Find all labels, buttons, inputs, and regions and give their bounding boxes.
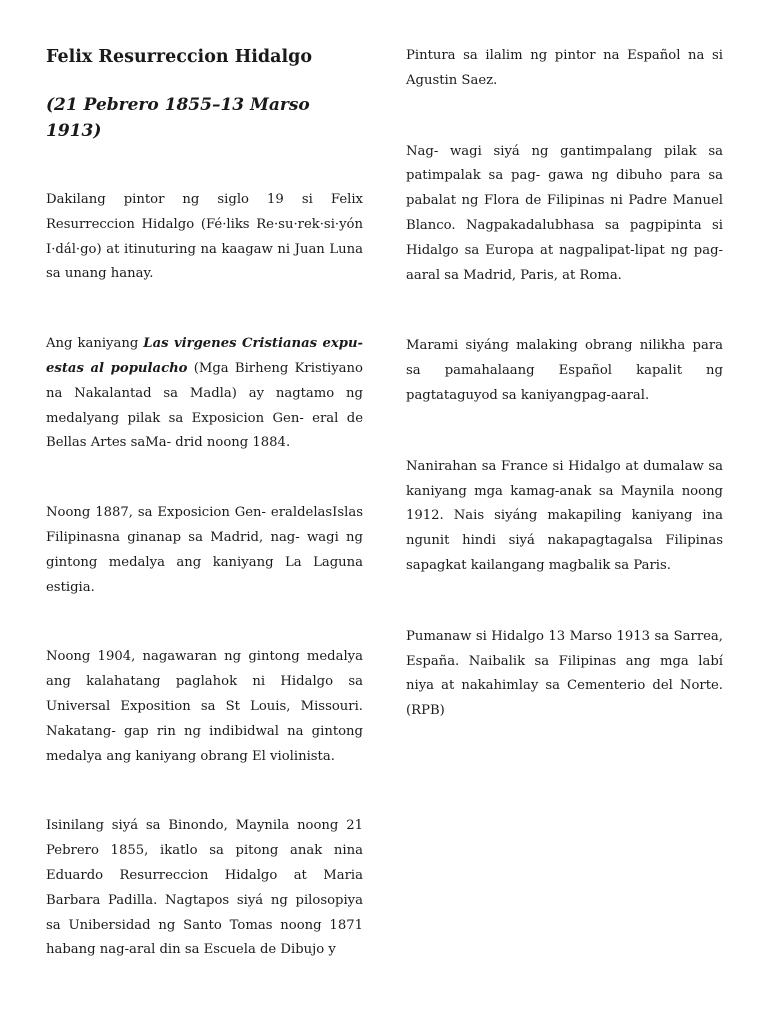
artwork-title-emphasis: Las virgenes Cristianas expu- estas al populacho: [46, 336, 364, 376]
paragraph-intro: Dakilang pintor ng siglo 19 si Felix Resurreccion Hidalgo (Fé·liks Re·su·rek·si·yón I·dál·go) at itinuturing na kaagaw ni Juan Luna sa unang hanay.: [46, 192, 363, 282]
paragraph-text: Ang kaniyang: [46, 336, 144, 352]
left-column: [46, 44, 363, 1008]
paragraph-death: Pumanaw si Hidalgo 13 Marso 1913 sa Sarrea, España. Naibalik sa Filipinas ang mga labí niya at nakahimlay sa Cementerio del Norte.(RPB): [406, 628, 723, 719]
paragraph-text: (Mga Birheng Kristiyano na Nakalantad sa Madla) ay nagtamo ng medalyang pilak sa Exposicion Gen- eral de Bellas Artes saMa- drid noong 1884.: [46, 360, 363, 451]
paragraph-1887: Noong 1887, sa Exposicion Gen- eraldelasIslas Filipinasna ginanap sa Madrid, nag- wagi ng gintong medalya ang kaniyang La Laguna estigia.: [46, 505, 363, 595]
paragraph-birth: Isinilang siyá sa Binondo, Maynila noong 21 Pebrero 1855, ikatlo sa pitong anak nina Eduardo Resurreccion Hidalgo at Maria Barbara Padilla. Nagtapos siyá ng pilosopiya sa Unibersidad ng Santo Tomas noong 1871 habang nag-aral din sa Escuela de Dibujo y: [46, 818, 363, 958]
paragraph-las-virgenes: [46, 332, 363, 456]
right-column: [406, 44, 723, 770]
life-dates: (21 Pebrero 1855–13 Marso 1913): [46, 95, 310, 141]
paragraph-continuation: Pintura sa ilalim ng pintor na Español na si Agustin Saez.: [406, 48, 723, 88]
paragraph-france: Nanirahan sa France si Hidalgo at dumalaw sa kaniyang mga kamag-anak sa Maynila noong 1912. Nais siyáng makapiling kaniyang ina ngunit hindi siyá nakapagtagalsa Filipinas sapagkat kailangang magbalik sa Paris.: [406, 458, 723, 573]
paragraph-works: Marami siyáng malaking obrang nilikha para sa pamahalaang Español kapalit ng pagtataguyod sa kaniyangpag-aaral.: [406, 338, 723, 403]
paragraph-flora: Nag- wagi siyá ng gantimpalang pilak sa patimpalak sa pag- gawa ng dibuho para sa pabalat ng Flora de Filipinas ni Padre Manuel Blanco. Nagpakadalubhasa sa pagpipinta si Hidalgo sa Europa at nagpalipat-lipat ng pag- aaral sa Madrid, Paris, at Roma.: [406, 143, 723, 283]
article-title: Felix Resurreccion Hidalgo: [46, 47, 313, 67]
paragraph-1904: Noong 1904, nagawaran ng gintong medalya ang kalahatang paglahok ni Hidalgo sa Universal Exposition sa St Louis, Missouri. Nakatang- gap rin ng indibidwal na gintong medalya ang kaniyang obrang El violinista.: [46, 649, 363, 764]
